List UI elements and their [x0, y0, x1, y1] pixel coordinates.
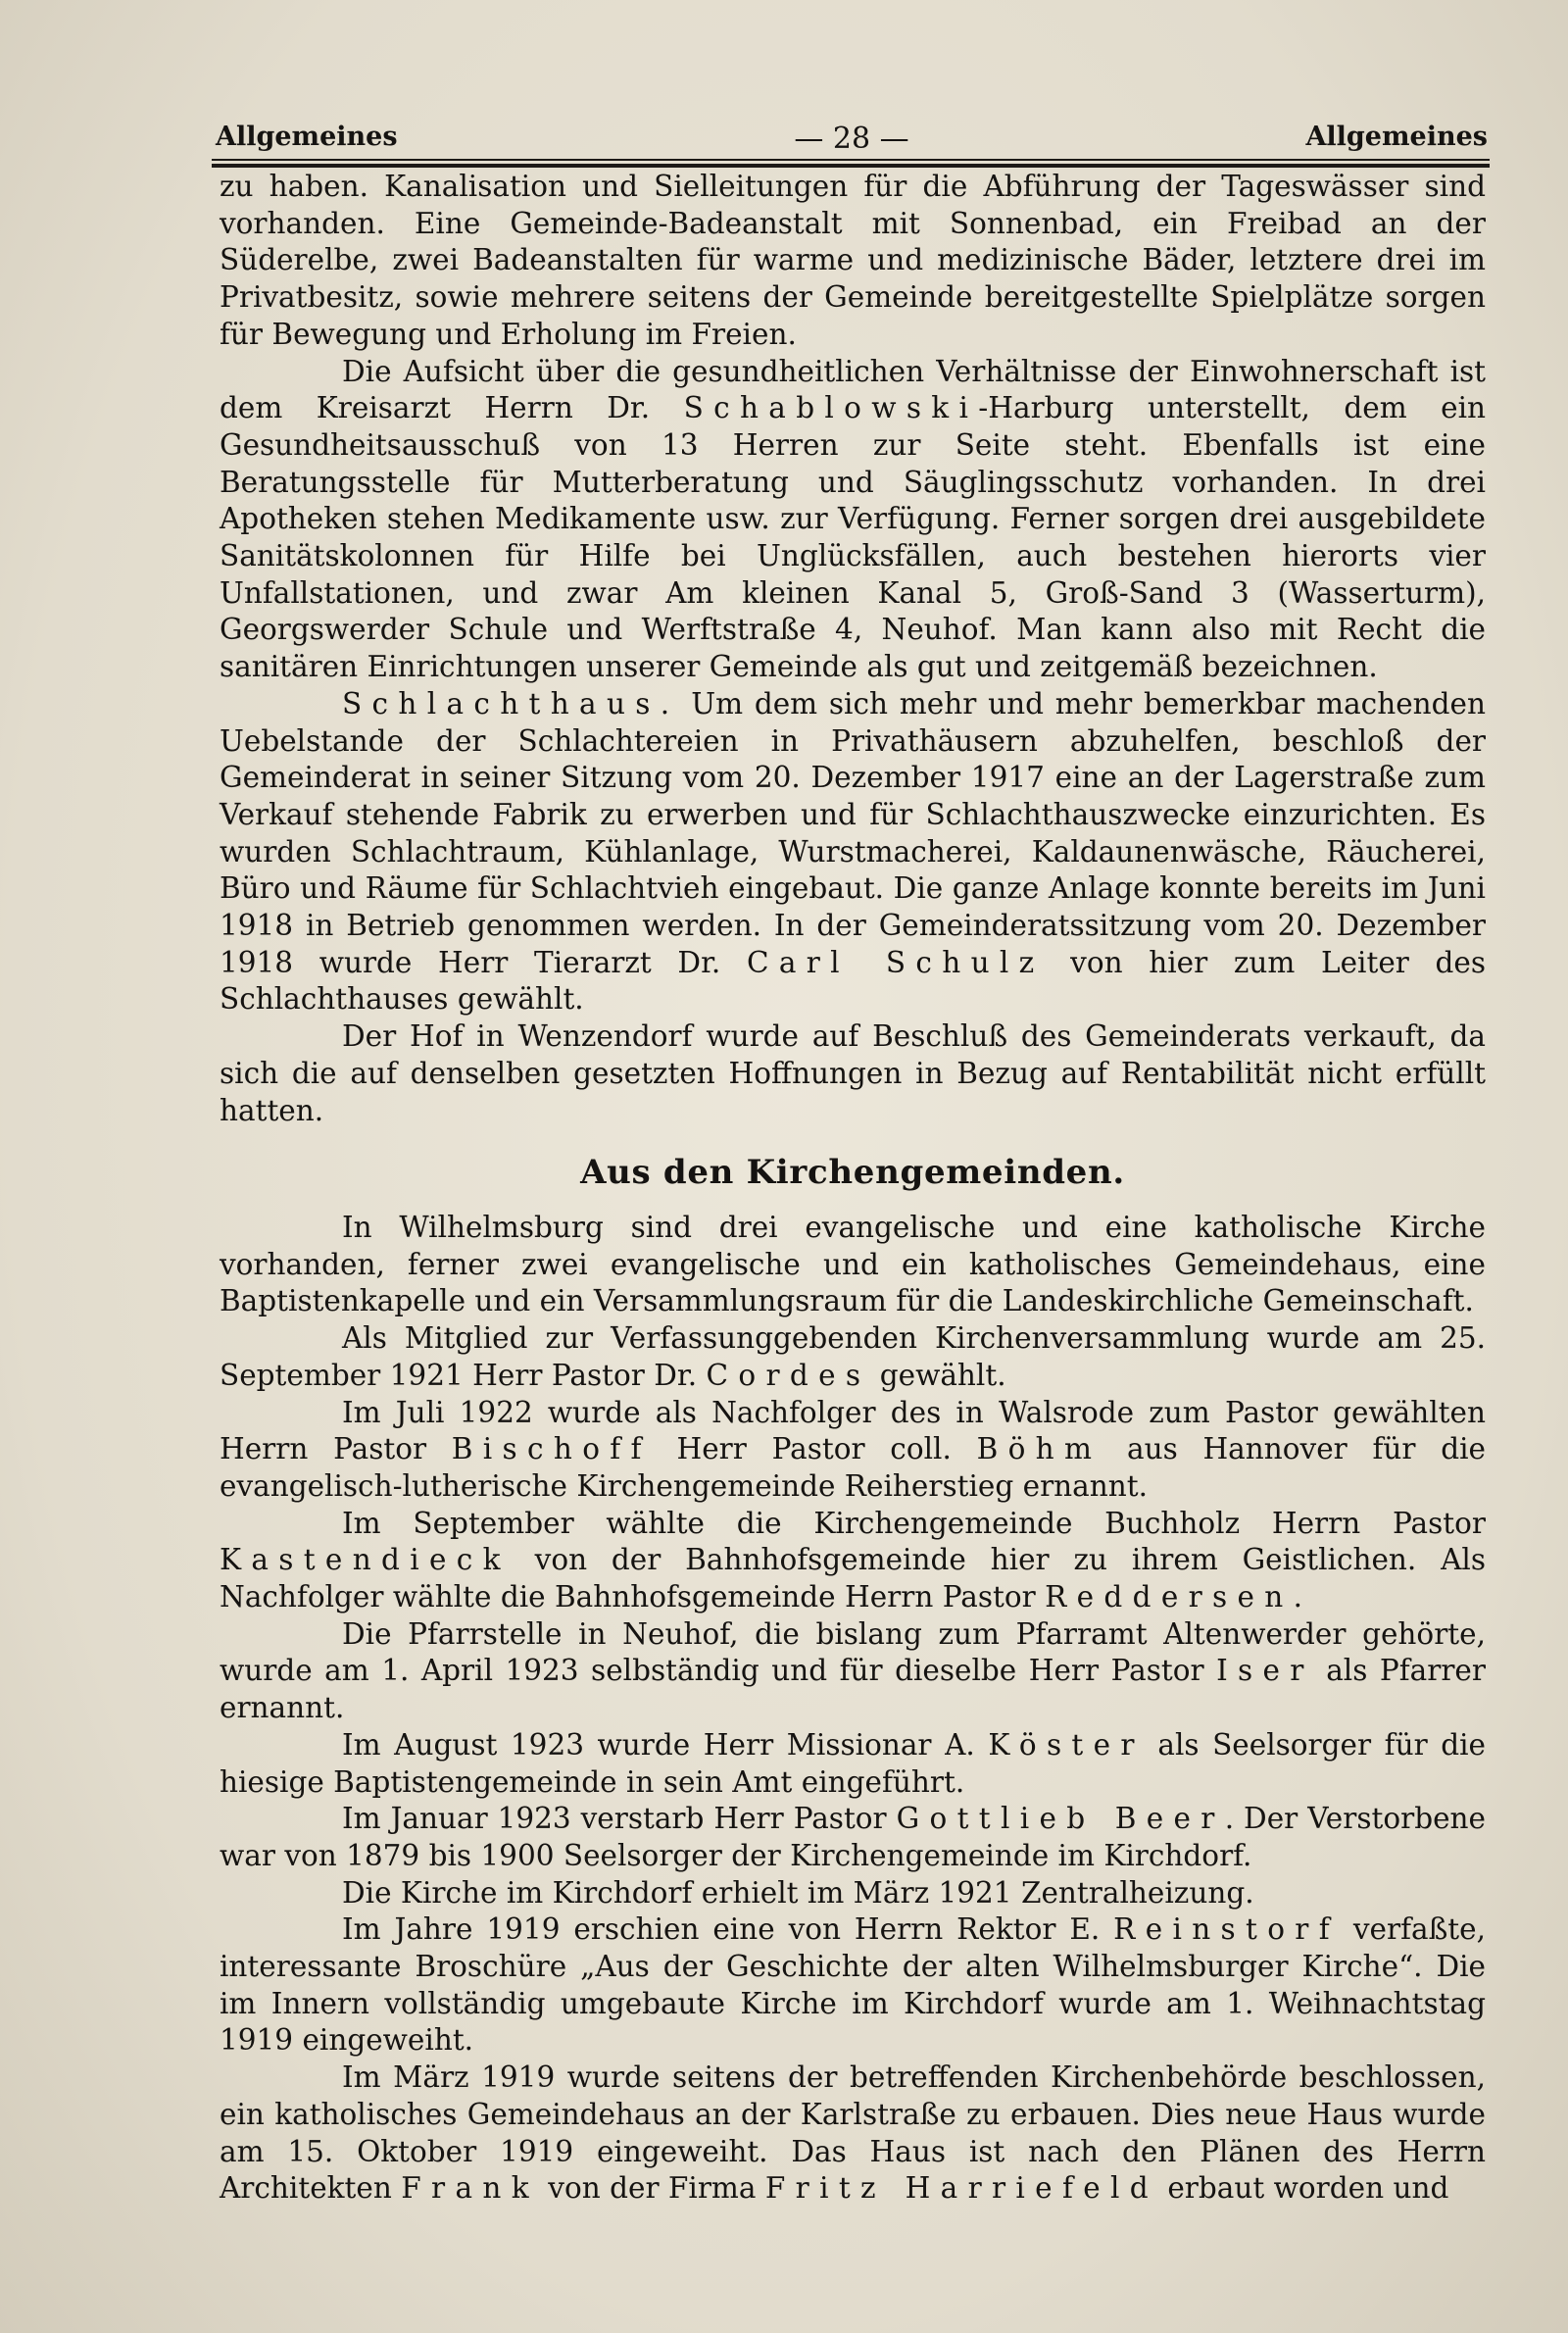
- text-run: als Pfarrer ernannt.: [220, 1654, 1486, 1725]
- spaced-name: Fritz Harriefeld: [764, 2171, 1158, 2206]
- text-run: als Seelsorger für die hiesige Baptistengemeinde in sein Amt eingeführt.: [220, 1727, 1486, 1799]
- text-run: verfaßte, interessante Broschüre „Aus der Geschichte der alten Wilhelmsburger Kirche“. Die im Innern vollständig umgebaute Kirche im Kirchdorf wurde am 1. Weihnachtstag 1919 eingeweiht.: [220, 1912, 1486, 2058]
- text-run: von hier zum Leiter des Schlachthauses gewählt.: [220, 945, 1486, 1017]
- running-header: [216, 122, 1488, 161]
- spaced-name: Gottlieb Beer: [896, 1802, 1225, 1836]
- spaced-name: Böhm: [976, 1432, 1102, 1466]
- paragraph-heating: Die Kirche im Kirchdorf erhielt im März 1921 Zentralheizung.: [342, 1875, 1254, 1910]
- header-rule-thin: [212, 159, 1490, 161]
- spaced-name: Reinstorf: [1113, 1912, 1340, 1947]
- paragraph-reiherstieg: [220, 1395, 1486, 1506]
- spaced-name: Köster: [988, 1727, 1145, 1762]
- spaced-name: Frank: [401, 2171, 539, 2206]
- spaced-name: Reddersen: [1045, 1580, 1294, 1614]
- paragraph-synod-member: [220, 1320, 1486, 1394]
- paragraph-baptist: [220, 1727, 1486, 1801]
- text-run: Im Januar 1923 verstarb Herr Pastor: [342, 1802, 897, 1836]
- page-number: — 28 —: [794, 122, 909, 156]
- paragraph-churches: In Wilhelmsburg sind drei evangelische und eine katholische Kirche vorhanden, ferner zwei evangelische und ein katholisches Gemeindehaus, eine Baptistenkapelle und ein Versammlungsraum für die Landeskirchliche Gemeinschaft.: [220, 1210, 1486, 1318]
- spaced-name: Bischoff: [451, 1432, 652, 1466]
- paragraph-catholic-house: [220, 2060, 1486, 2208]
- spaced-name: Schablowski: [683, 391, 979, 425]
- text-run: gewählt.: [870, 1358, 1006, 1392]
- text-run: Im Juli 1922 wurde als Nachfolger des in Walsrode zum Pastor gewählten Herrn Pastor: [220, 1395, 1486, 1466]
- spaced-name: Iser: [1216, 1654, 1314, 1688]
- text-run: Im März 1919 wurde seitens der betreffenden Kirchenbehörde beschlossen, ein katholisches Gemeindehaus an der Karlstraße zu erbauen. Dies neue Haus wurde am 15. Oktober 1919 eingeweiht. Das Haus ist nach den Plänen des Herrn Architekten: [220, 2060, 1486, 2206]
- text-run: Um dem sich mehr und mehr bemerkbar machenden Uebelstande der Schlachtereien in Privathäusern abzuhelfen, beschloß der Gemeinderat in seiner Sitzung vom 20. Dezember 1917 eine an der Lagerstraße zum Verkauf stehende Fabrik zu erwerben und für Schlachthauszwecke einzurichten. Es wurden Schlachtraum, Kühlanlage, Wurstmacherei, Kaldaunenwäsche, Räucherei, Büro und Räume für Schlachtvieh eingebaut. Die ganze Anlage konnte bereits im Juni 1918 in Betrieb genommen werden. In der Gemeinderatssitzung vom 20. Dezember 1918 wurde Herr Tierarzt Dr.: [220, 686, 1486, 979]
- text-run: Herr Pastor coll.: [651, 1432, 977, 1466]
- text-run: Im August 1923 wurde Herr Missionar A.: [342, 1727, 989, 1762]
- text-run: Die Pfarrstelle in Neuhof, die bislang zum Pfarramt Altenwerder gehörte, wurde am 1. April 1923 selbständig und für dieselbe Herr Pastor: [220, 1616, 1486, 1688]
- spaced-name: Cordes: [706, 1358, 871, 1392]
- text-run: Die Aufsicht über die gesundheitlichen Verhältnisse der Einwohnerschaft ist dem Kreisarzt Herrn Dr.: [220, 354, 1486, 425]
- text-run: aus Hannover für die evangelisch-lutherische Kirchengemeinde Reiherstieg ernannt.: [220, 1432, 1486, 1503]
- text-run: von der Bahnhofsgemeinde hier zu ihrem Geistlichen. Als Nachfolger wählte die Bahnhofsgemeinde Herrn Pastor: [220, 1543, 1486, 1614]
- text-run: Im September wählte die Kirchengemeinde Buchholz Herrn Pastor: [342, 1506, 1486, 1540]
- spaced-name: Kastendieck: [220, 1543, 511, 1577]
- paragraph-neuhof: [220, 1616, 1486, 1727]
- section-heading: Aus den Kirchengemeinden.: [580, 1153, 1125, 1193]
- text-run: Als Mitglied zur Verfassunggebenden Kirchenversammlung wurde am 25. September 1921 Herr Pastor Dr.: [220, 1321, 1486, 1392]
- text-run: -Harburg unterstellt, dem ein Gesundheitsausschuß von 13 Herren zur Seite steht. Ebenfalls ist eine Beratungsstelle für Mutterberatung und Säuglingsschutz vorhanden. In drei Apotheken stehen Medikamente usw. zur Verfügung. Ferner sorgen drei ausgebildete Sanitätskolonnen für Hilfe bei Unglücksfällen, auch bestehen hierorts vier Unfallstationen, und zwar Am kleinen Kanal 5, Groß-Sand 3 (Wasserturm), Georgswerder Schule und Werftstraße 4, Neuhof. Man kann also mit Recht die sanitären Einrichtungen unserer Gemeinde als gut und zeitgemäß bezeichnen.: [220, 391, 1487, 684]
- spaced-name: Carl Schulz: [746, 945, 1045, 979]
- text-run: erbaut worden und: [1157, 2171, 1449, 2206]
- header-left-title: Allgemeines: [216, 122, 398, 152]
- paragraph-buchholz: [220, 1506, 1486, 1616]
- paragraph-slaughterhouse: [220, 686, 1486, 1018]
- paragraph-health-supervision: [220, 354, 1486, 686]
- text-run: . Der Verstorbene war von 1879 bis 1900 Seelsorger der Kirchengemeinde im Kirchdorf.: [220, 1802, 1487, 1872]
- page-body: [220, 169, 1486, 2208]
- text-run: .: [1293, 1580, 1303, 1614]
- header-rule-thick: [212, 164, 1490, 168]
- paragraph-sanitation: zu haben. Kanalisation und Sielleitungen für die Abführung der Tageswässer sind vorhanden. Eine Gemeinde-Badeanstalt mit Sonnenbad, ein Freibad an der Süderelbe, zwei Badeanstalten für warme und medizinische Bäder, letztere drei im Privatbesitz, sowie mehrere seitens der Gemeinde bereitgestellte Spielplätze sorgen für Bewegung und Erholung im Freien.: [220, 170, 1486, 351]
- text-run: von der Firma: [538, 2171, 765, 2206]
- header-right-title: Allgemeines: [1305, 122, 1488, 152]
- paragraph-obituary: [220, 1801, 1486, 1874]
- text-run: Im Jahre 1919 erschien eine von Herrn Rektor E.: [342, 1912, 1114, 1947]
- spaced-lead-word: Schlachthaus.: [342, 686, 680, 720]
- paragraph-wenzendorf: Der Hof in Wenzendorf wurde auf Beschluß des Gemeinderats verkauft, da sich die auf denselben gesetzten Hoffnungen in Bezug auf Rentabilität nicht erfüllt hatten.: [220, 1019, 1486, 1127]
- paragraph-brochure: [220, 1911, 1486, 2060]
